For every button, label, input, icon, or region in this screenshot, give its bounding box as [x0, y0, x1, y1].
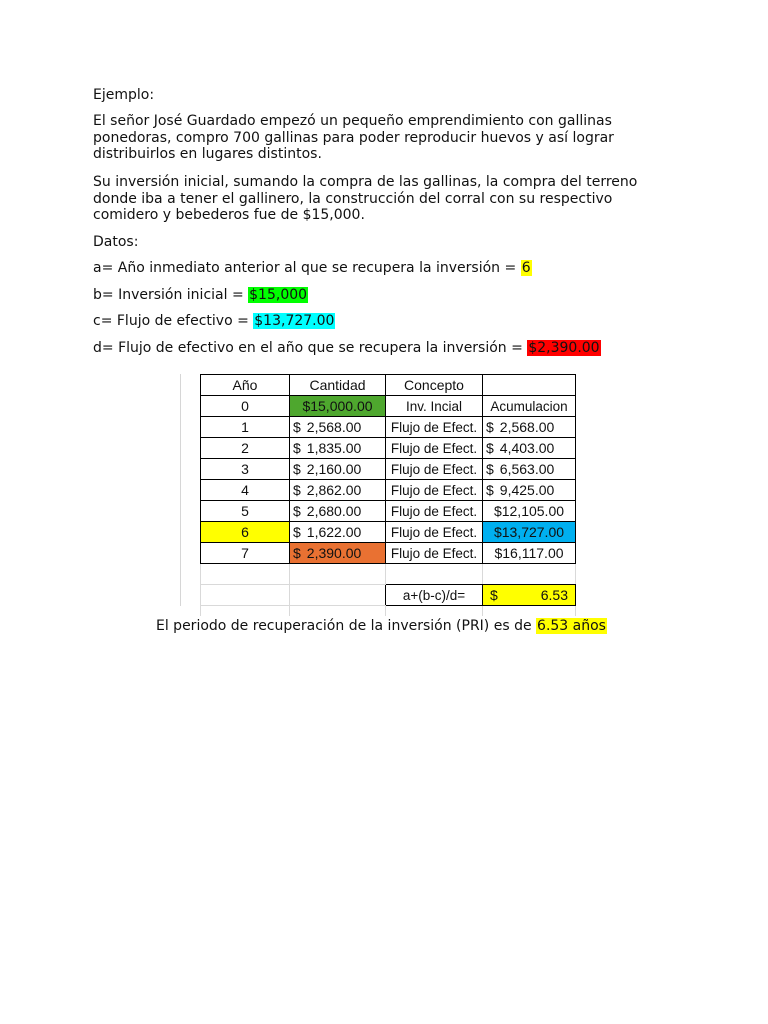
pri-conclusion: El periodo de recuperación de la inversión (PRI) es de 6.53 años — [156, 618, 606, 634]
header-acumulacion: Acumulacion — [483, 396, 576, 417]
dato-a: a= Año inmediato anterior al que se recupera la inversión = 6 — [93, 260, 531, 276]
inversion-paragraph: Su inversión inicial, sumando la compra de las gallinas, la compra del terreno donde iba a tener el gallinero, la construcción del corral con su respectivo comidero y bebederos fue de $15,000. — [93, 174, 638, 223]
cantidad-inicial-cell: $15,000.00 — [290, 396, 386, 417]
table-row: 7 $ 2,390.00 Flujo de Efect. $16,117.00 — [201, 543, 576, 564]
sheet-gridline — [172, 374, 181, 606]
table-row: 5 $ 2,680.00 Flujo de Efect. $12,105.00 — [201, 501, 576, 522]
dato-c: c= Flujo de efectivo = $13,727.00 — [93, 313, 335, 329]
spacer-row — [201, 606, 576, 617]
formula-row — [201, 585, 576, 606]
dato-c-value: $13,727.00 — [254, 313, 335, 329]
table-row: 2 $ 1,835.00 Flujo de Efect. $ 4,403.00 — [201, 438, 576, 459]
spreadsheet-table — [200, 374, 576, 616]
dato-b: b= Inversión inicial = $15,000 — [93, 287, 308, 303]
datos-title: Datos: — [93, 234, 139, 250]
pri-value: 6.53 años — [537, 618, 606, 634]
formula-label: a+(b-c)/d= — [386, 585, 483, 606]
table-header-row — [201, 375, 576, 396]
flujo-d-cell: $ 2,390.00 — [290, 543, 386, 564]
table-row-highlight: 6 $ 1,622.00 Flujo de Efect. $13,727.00 — [201, 522, 576, 543]
dato-d: d= Flujo de efectivo en el año que se recupera la inversión = $2,390.00 — [93, 340, 600, 356]
formula-result: $ 6.53 — [483, 585, 576, 606]
table-row: 3 $ 2,160.00 Flujo de Efect. $ 6,563.00 — [201, 459, 576, 480]
dato-d-value: $2,390.00 — [528, 340, 600, 356]
ano-recupera-cell: 6 — [201, 522, 290, 543]
table-row: 1 $ 2,568.00 Flujo de Efect. $ 2,568.00 — [201, 417, 576, 438]
spacer-row — [201, 564, 576, 585]
header-empty — [483, 375, 576, 396]
header-cantidad: Cantidad — [290, 375, 386, 396]
dato-a-value: 6 — [521, 260, 531, 276]
intro-paragraph: El señor José Guardado empezó un pequeño emprendimiento con gallinas ponedoras, compro 700 gallinas para poder reproducir huevos y así lograr distribuirlos en lugares distintos. — [93, 113, 614, 162]
header-concepto: Concepto — [386, 375, 483, 396]
acumulacion-c-cell: $13,727.00 — [483, 522, 576, 543]
heading-ejemplo: Ejemplo: — [93, 87, 155, 103]
dato-b-value: $15,000 — [249, 287, 308, 303]
table-row: 0 $15,000.00 Inv. Incial Acumulacion — [201, 396, 576, 417]
table-row: 4 $ 2,862.00 Flujo de Efect. $ 9,425.00 — [201, 480, 576, 501]
header-ano: Año — [201, 375, 290, 396]
